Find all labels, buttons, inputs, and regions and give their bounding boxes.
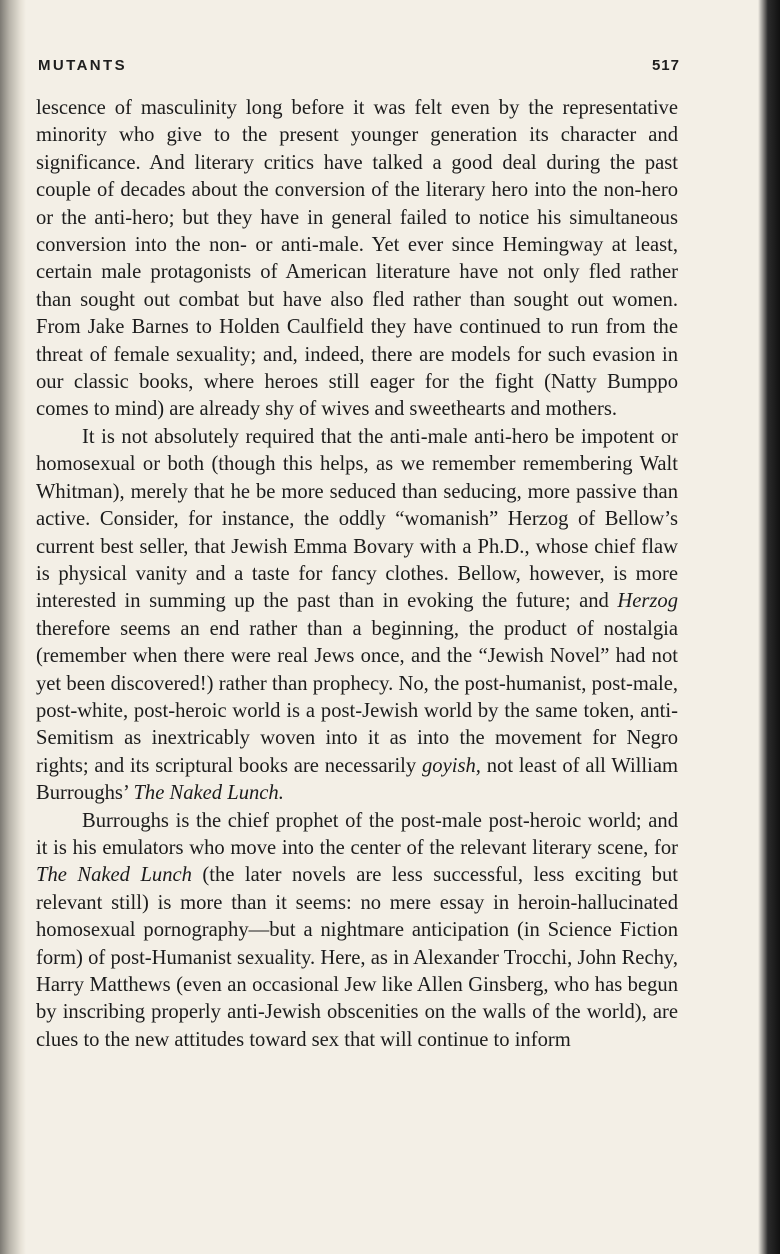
paragraph-3-text-b: (the later novels are less successful, less exciting but relevant still) is more than it seems: no mere essay in heroin-hallucinated homosexual pornography—but a nightmare anticipation (in Science Fiction form) of post-Humanist sexuality. Here, as in Alexander Trocchi, John Rechy, Harry Matthews (even an occasional Jew like Allen Ginsberg, who has begun by inscribing properly anti-Jewish obscenities on the walls of the world), are clues to the new attitudes toward sex that will continue to inform (36, 864, 678, 1051)
page-number: 517 (651, 57, 680, 74)
running-header (38, 57, 680, 81)
running-title: MUTANTS (38, 57, 128, 74)
page-edge-shadow (758, 0, 780, 1254)
italic-title-naked-lunch: The Naked Lunch. (133, 782, 284, 805)
italic-title-herzog: Herzog (617, 590, 678, 613)
paragraph-2-text-a: It is not absolutely required that the anti-male anti-hero be impotent or homosexual or both (though this helps, as we remember remembering Walt Whitman), merely that he be more seduced than seducing, more passive than active. Consider, for instance, the oddly “womanish” Herzog of Bellow’s current best seller, that Jewish Emma Bovary with a Ph.D., whose chief flaw is physical vanity and a taste for fancy clothes. Bellow, however, is more interested in summing up the past than in evoking the future; and (36, 425, 678, 613)
binding-gutter-shadow (0, 0, 26, 1254)
paragraph-3-text-a: Burroughs is the chief prophet of the post-male post-heroic world; and it is his emulators who move into the center of the relevant literary scene, for (36, 809, 678, 859)
paragraph-2 (36, 424, 678, 808)
paragraph-1: lescence of masculinity long before it was felt even by the representative minority who give to the present younger generation its character and significance. And literary critics have talked a good deal during the past couple of decades about the conversion of the literary hero into the non-hero or the anti-hero; but they have in general failed to notice his simultaneous conversion into the non- or anti-male. Yet ever since Hemingway at least, certain male protagonists of American literature have not only fled rather than sought out combat but have also fled rather than sought out women. From Jake Barnes to Holden Caulfield they have continued to run from the threat of female sexuality; and, indeed, there are models for such evasion in our classic books, where heroes still eager for the fight (Natty Bumppo comes to mind) are already shy of wives and sweethearts and mothers. (36, 97, 678, 421)
paragraph-3 (36, 808, 678, 1055)
italic-word-goyish: goyish, (422, 754, 481, 777)
body-text (36, 95, 678, 1054)
paragraph-2-text-c: not least of all William Burroughs’ (36, 754, 678, 805)
paragraph-2-text-b: therefore seems an end rather than a beginning, the product of nostalgia (remember when there were real Jews once, and the “Jewish Novel” had not yet been discovered!) rather than prophecy. No, the post-humanist, post-male, post-white, post-heroic world is a post-Jewish world by the same token, anti-Semitism as inextricably woven into it as into the movement for Negro rights; and its scriptural books are necessarily (36, 617, 678, 777)
italic-title-naked-lunch-2: The Naked Lunch (36, 864, 192, 887)
